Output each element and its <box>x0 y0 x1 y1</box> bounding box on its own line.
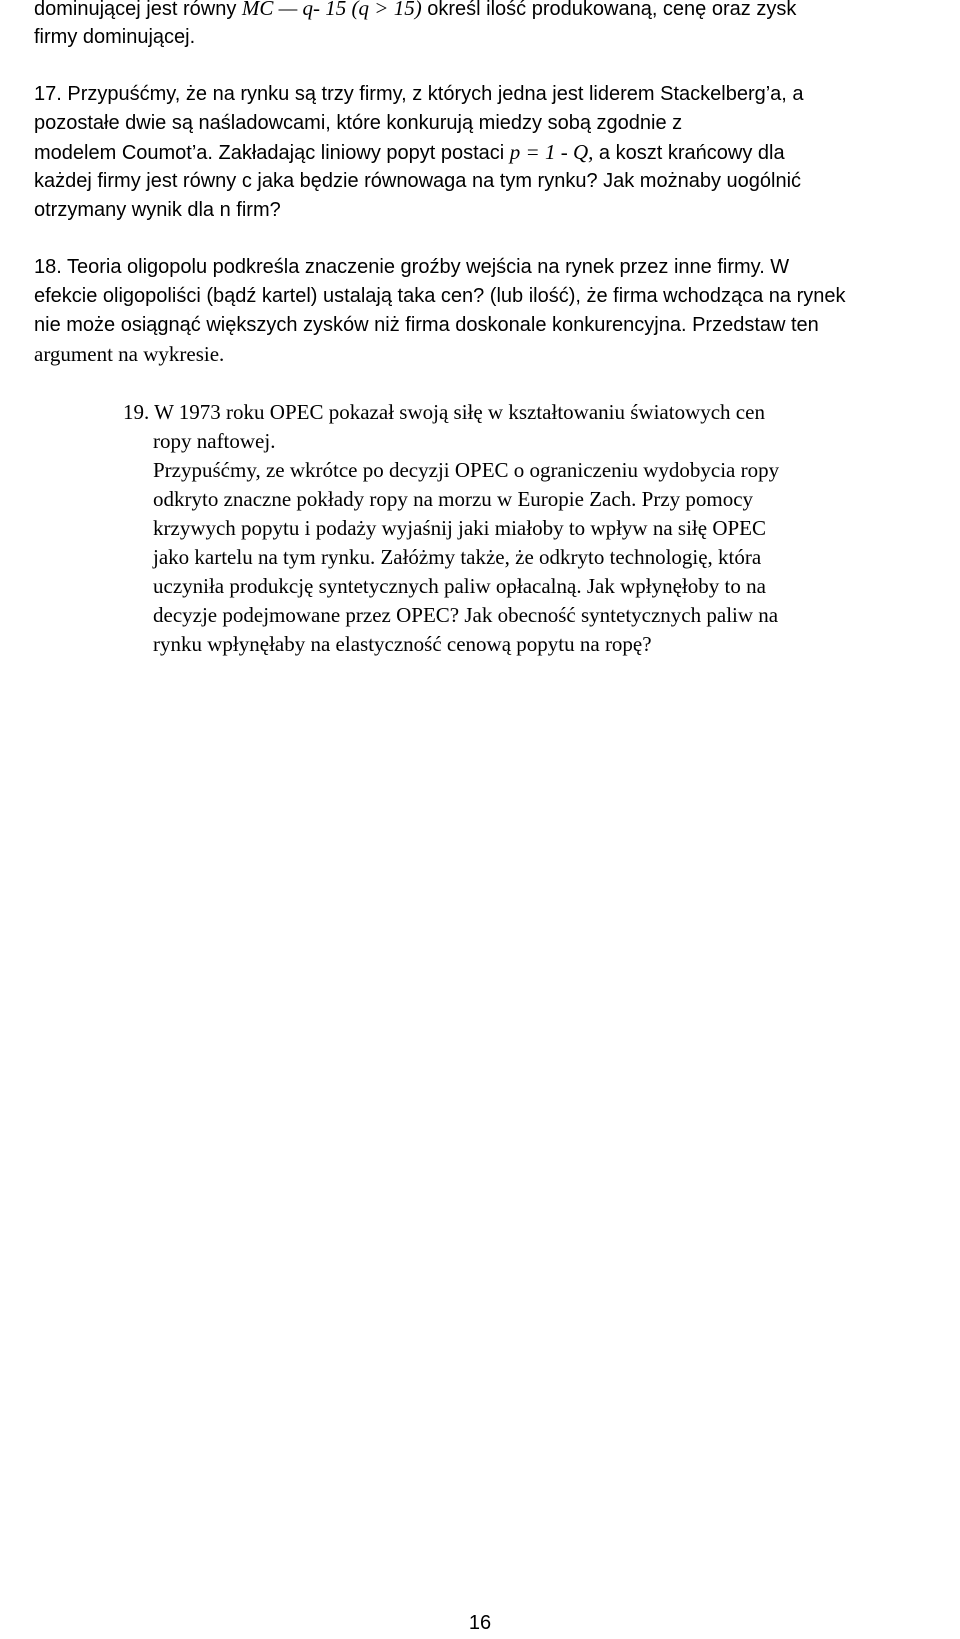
intro-text-a: dominującej jest równy <box>34 0 242 20</box>
q19-line-5: krzywych popytu i podaży wyjaśnij jaki miałoby to wpływ na siłę OPEC <box>153 516 766 540</box>
q18-line-1: 18. Teoria oligopolu podkreśla znaczenie groźby wejścia na rynek przez inne firmy. W <box>34 256 790 278</box>
intro-text-b: określ ilość produkowaną, cenę oraz zysk <box>421 0 797 20</box>
q18-line-3: nie może osiągnąć większych zysków niż firma doskonale konkurencyjna. Przedstaw ten <box>34 314 819 336</box>
q17-line-2: pozostałe dwie są naśladowcami, które konkurują miedzy sobą zgodnie z <box>34 112 683 134</box>
q18-line-4: argument na wykresie. <box>34 342 225 366</box>
q19-line-4: odkryto znaczne pokłady ropy na morzu w Europie Zach. Przy pomocy <box>153 487 754 511</box>
q19-line-7: uczyniła produkcję syntetycznych paliw opłacalną. Jak wpłynęłoby to na <box>153 574 766 598</box>
q17-text-b: a koszt krańcowy dla <box>593 142 785 164</box>
q17-line-1: 17. Przypuśćmy, że na rynku są trzy firmy, z których jedna jest liderem Stackelberg’a, a <box>34 83 804 105</box>
q17-line-3 <box>34 138 785 168</box>
q19-line-6: jako kartelu na tym rynku. Załóżmy także, że odkryto technologię, która <box>153 545 762 569</box>
intro-formula: MC — q- 15 (q > 15) <box>241 0 422 20</box>
q17-line-4: każdej firmy jest równy c jaka będzie równowaga na tym rynku? Jak możnaby uogólnić <box>34 170 802 192</box>
q18-line-2: efekcie oligopoliści (bądź kartel) ustalają taka cen? (lub ilość), że firma wchodząca na rynek <box>34 285 846 307</box>
q19-line-1: 19. W 1973 roku OPEC pokazał swoją siłę w kształtowaniu światowych cen <box>123 400 765 424</box>
q17-line-5: otrzymany wynik dla n firm? <box>34 199 281 221</box>
q19-line-2: ropy naftowej. <box>153 429 276 453</box>
q17-formula: p = 1 - Q, <box>509 140 594 164</box>
q17-text-a: modelem Coumot’a. Zakładając liniowy popyt postaci <box>34 142 510 164</box>
intro-line-1 <box>34 0 796 24</box>
q19-line-9: rynku wpłynęłaby na elastyczność cenową popytu na ropę? <box>153 632 652 656</box>
q19-line-8: decyzje podejmowane przez OPEC? Jak obecność syntetycznych paliw na <box>153 603 779 627</box>
page-number: 16 <box>468 1612 492 1634</box>
intro-line-2: firmy dominującej. <box>34 26 196 48</box>
q19-line-3: Przypuśćmy, ze wkrótce po decyzji OPEC o ograniczeniu wydobycia ropy <box>153 458 780 482</box>
